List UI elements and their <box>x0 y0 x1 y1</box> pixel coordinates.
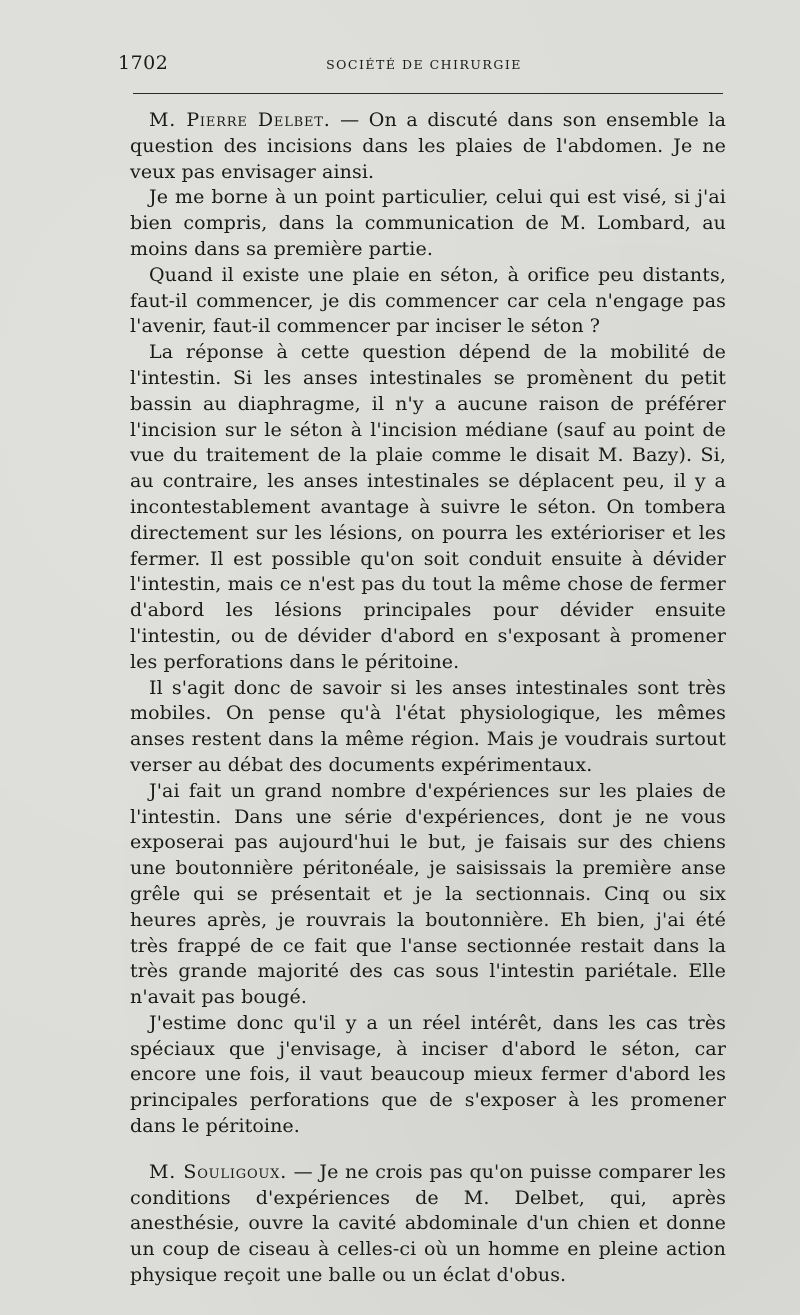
body-text <box>130 108 726 1289</box>
speaker-delbet: M. Pierre Delbet. <box>149 109 331 131</box>
journal-title: SOCIÉTÉ DE CHIRURGIE <box>326 57 522 72</box>
paragraph: Je me borne à un point particulier, celui qui est visé, si j'ai bien compris, dans la communication de M. Lombard, au moins dans sa première partie. <box>130 186 726 260</box>
paragraph: J'ai fait un grand nombre d'expériences sur les plaies de l'intestin. Dans une série d'expériences, dont je ne vous exposerai pas aujourd'hui le but, je faisais sur des chiens une boutonnière péritonéale, je saisissais la première anse grêle qui se présentait et je la sectionnais. Cinq ou six heures après, je rouvrais la boutonnière. Eh bien, j'ai été très frappé de ce fait que l'anse sectionnée restait dans la très grande majorité des cas sous l'intestin pariétale. Elle n'avait pas bougé. <box>130 779 726 1009</box>
souligoux-intervention <box>130 1160 726 1289</box>
running-head <box>118 52 722 82</box>
souligoux-opening: — Je ne crois pas qu'on puisse comparer les conditions d'expériences de M. Delbet, qui, après anesthésie, ouvre la cavité abdominale d'un chien et donne un coup de ciseau à celles-ci où un homme en pleine action physique reçoit une balle ou un éclat d'obus. <box>130 1160 727 1287</box>
paragraph: J'estime donc qu'il y a un réel intérêt, dans les cas très spéciaux que j'envisage, à inciser d'abord le séton, car encore une fois, il vaut beaucoup mieux fermer d'abord les principales perforations que de s'exposer à les promener dans le péritoine. <box>130 1011 726 1138</box>
speaker-souligoux: M. Souligoux. <box>149 1160 288 1183</box>
header-rule <box>133 93 723 94</box>
paragraph: La réponse à cette question dépend de la mobilité de l'intestin. Si les anses intestinales se promènent du petit bassin au diaphragme, il n'y a aucune raison de préférer l'incision sur le séton à l'incision médiane (sauf au point de vue du traitement de la plaie comme le disait M. Bazy). Si, au contraire, les anses intestinales se déplacent peu, il y a incontestablement avantage à suivre le séton. On tombera directement sur les lésions, on pourra les extérioriser et les fermer. Il est possible qu'on soit conduit ensuite à dévider l'intestin, mais ce n'est pas du tout la même chose de fermer d'abord les lésions principales pour dévider ensuite l'intestin, ou de dévider d'abord en s'exposant à promener les perforations dans le péritoine. <box>130 341 726 673</box>
delbet-intervention <box>130 108 726 185</box>
page-number: 1702 <box>118 52 169 74</box>
section-gap <box>130 1140 726 1160</box>
delbet-opening: — On a discuté dans son ensemble la question des incisions dans les plaies de l'abdomen. Je ne veux pas envisager ainsi. <box>130 109 726 183</box>
paragraph: Il s'agit donc de savoir si les anses intestinales sont très mobiles. On pense qu'à l'état physiologique, les mêmes anses restent dans la même région. Mais je voudrais surtout verser au débat des documents expérimentaux. <box>130 676 726 776</box>
paragraph: Quand il existe une plaie en séton, à orifice peu distants, faut-il commencer, je dis commencer car cela n'engage pas l'avenir, faut-il commencer par inciser le séton ? <box>130 263 726 338</box>
